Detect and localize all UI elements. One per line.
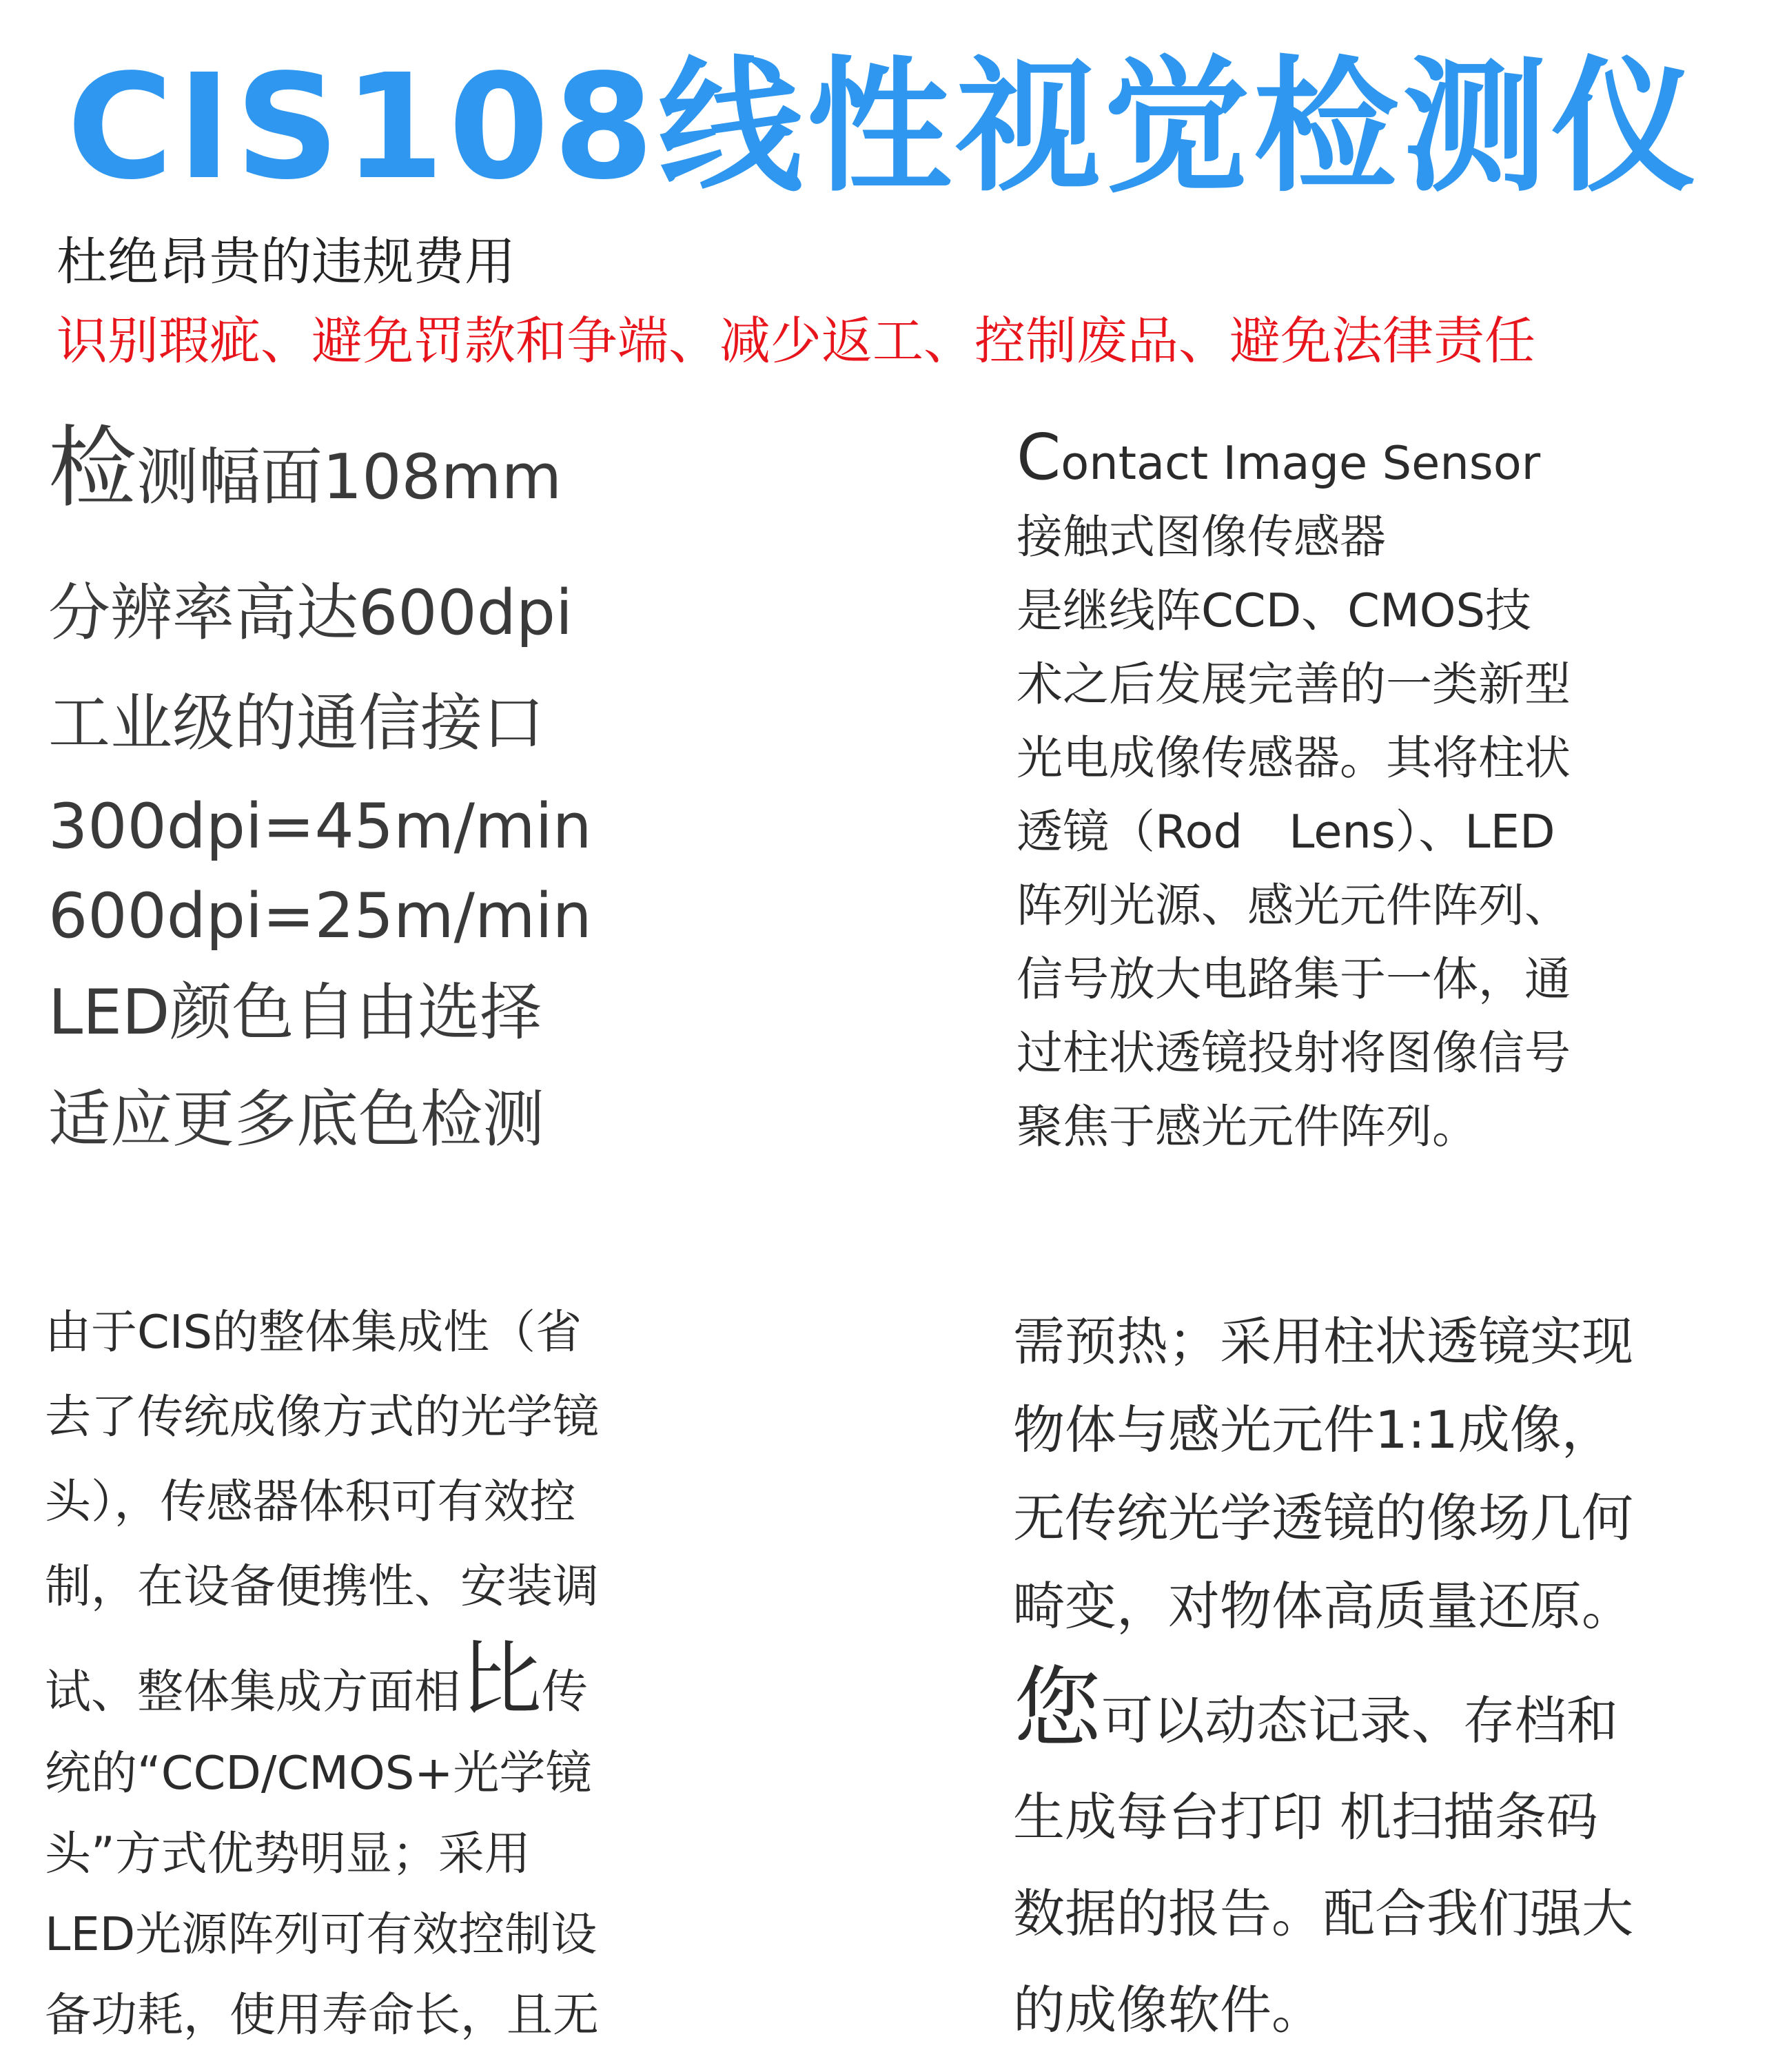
advantages-line: 统的“CCD/CMOS+光学镜 — [45, 1746, 592, 1800]
continuation-line: 畸变，对物体高质量还原。 — [1013, 1576, 1634, 1637]
cis-intro-line: 术之后发展完善的一类新型 — [1017, 657, 1571, 711]
tagline-benefits: 识别瑕疵、避免罚款和争端、减少返工、控制废品、避免法律责任 — [57, 311, 1535, 371]
cis-intro-title-initial: C — [1017, 420, 1061, 494]
advantages-line: 头”方式优势明显；采用 — [45, 1827, 531, 1880]
advantages-line: 头），传感器体积可有效控 — [45, 1475, 576, 1528]
spec-speed-300: 300dpi=45m/min — [48, 790, 592, 863]
continuation-line: 生成每台打印 机扫描条码 — [1013, 1787, 1598, 1847]
continuation-line: 数据的报告。配合我们强大 — [1013, 1883, 1634, 1944]
spec-resolution: 分辨率高达600dpi — [48, 577, 573, 649]
advantages-line: 备功耗，使用寿命长，且无 — [45, 1988, 599, 2042]
cis-intro-line: 是继线阵CCD、CMOS技 — [1017, 584, 1532, 637]
cis-intro-line: 光电成像传感器。其将柱状 — [1017, 731, 1571, 785]
spec-width-text: 测幅面108mm — [136, 441, 562, 513]
cis-intro-line: 过柱状透镜投射将图像信号 — [1017, 1026, 1571, 1080]
advantages-line: 由于CIS的整体集成性（省 — [45, 1305, 582, 1359]
page-title: CIS108线性视觉检测仪 — [67, 43, 1700, 212]
continuation-line: 物体与感光元件1:1成像， — [1013, 1399, 1613, 1460]
continuation-line-big-char: 您 — [1013, 1657, 1102, 1760]
advantages-line-big-char: 比 — [460, 1632, 542, 1727]
continuation-line: 需预热；采用柱状透镜实现 — [1013, 1311, 1634, 1372]
spec-width — [48, 417, 562, 522]
continuation-line: 无传统光学透镜的像场几何 — [1013, 1488, 1634, 1548]
advantages-line: 去了传统成像方式的光学镜 — [45, 1390, 599, 1444]
continuation-line: 的成像软件。 — [1013, 1980, 1324, 2040]
cis-intro-line: 聚焦于感光元件阵列。 — [1017, 1100, 1478, 1153]
tagline-subtitle: 杜绝昂贵的违规费用 — [57, 232, 515, 291]
cis-intro-block — [1017, 420, 1571, 1164]
cis-intro-line: 透镜（Rod Lens）、LED — [1017, 805, 1555, 859]
continuation-line — [1013, 1657, 1618, 1772]
advantages-line — [45, 1634, 588, 1736]
advantages-line: 制，在设备便携性、安装调 — [45, 1559, 599, 1613]
spec-background: 适应更多底色检测 — [48, 1083, 544, 1156]
spec-led-color: LED颜色自由选择 — [48, 976, 542, 1049]
advantages-line-text: 试、整体集成方面相 — [45, 1665, 460, 1719]
spec-interface: 工业级的通信接口 — [48, 687, 544, 759]
cis-intro-line: 接触式图像传感器 — [1017, 510, 1386, 564]
advantages-line-text: 传 — [542, 1665, 589, 1719]
spec-width-initial: 检 — [48, 417, 137, 520]
cis-intro-title — [1017, 420, 1571, 500]
cis-intro-line: 信号放大电路集于一体，通 — [1017, 952, 1571, 1006]
advantages-line: LED光源阵列可有效控制设 — [45, 1907, 597, 1961]
cis-intro-line: 阵列光源、感光元件阵列、 — [1017, 879, 1571, 932]
continuation-line-text: 可以动态记录、存档和 — [1101, 1690, 1619, 1751]
cis-intro-title-text: ontact Image Sensor — [1061, 436, 1541, 490]
spec-speed-600: 600dpi=25m/min — [48, 880, 592, 952]
